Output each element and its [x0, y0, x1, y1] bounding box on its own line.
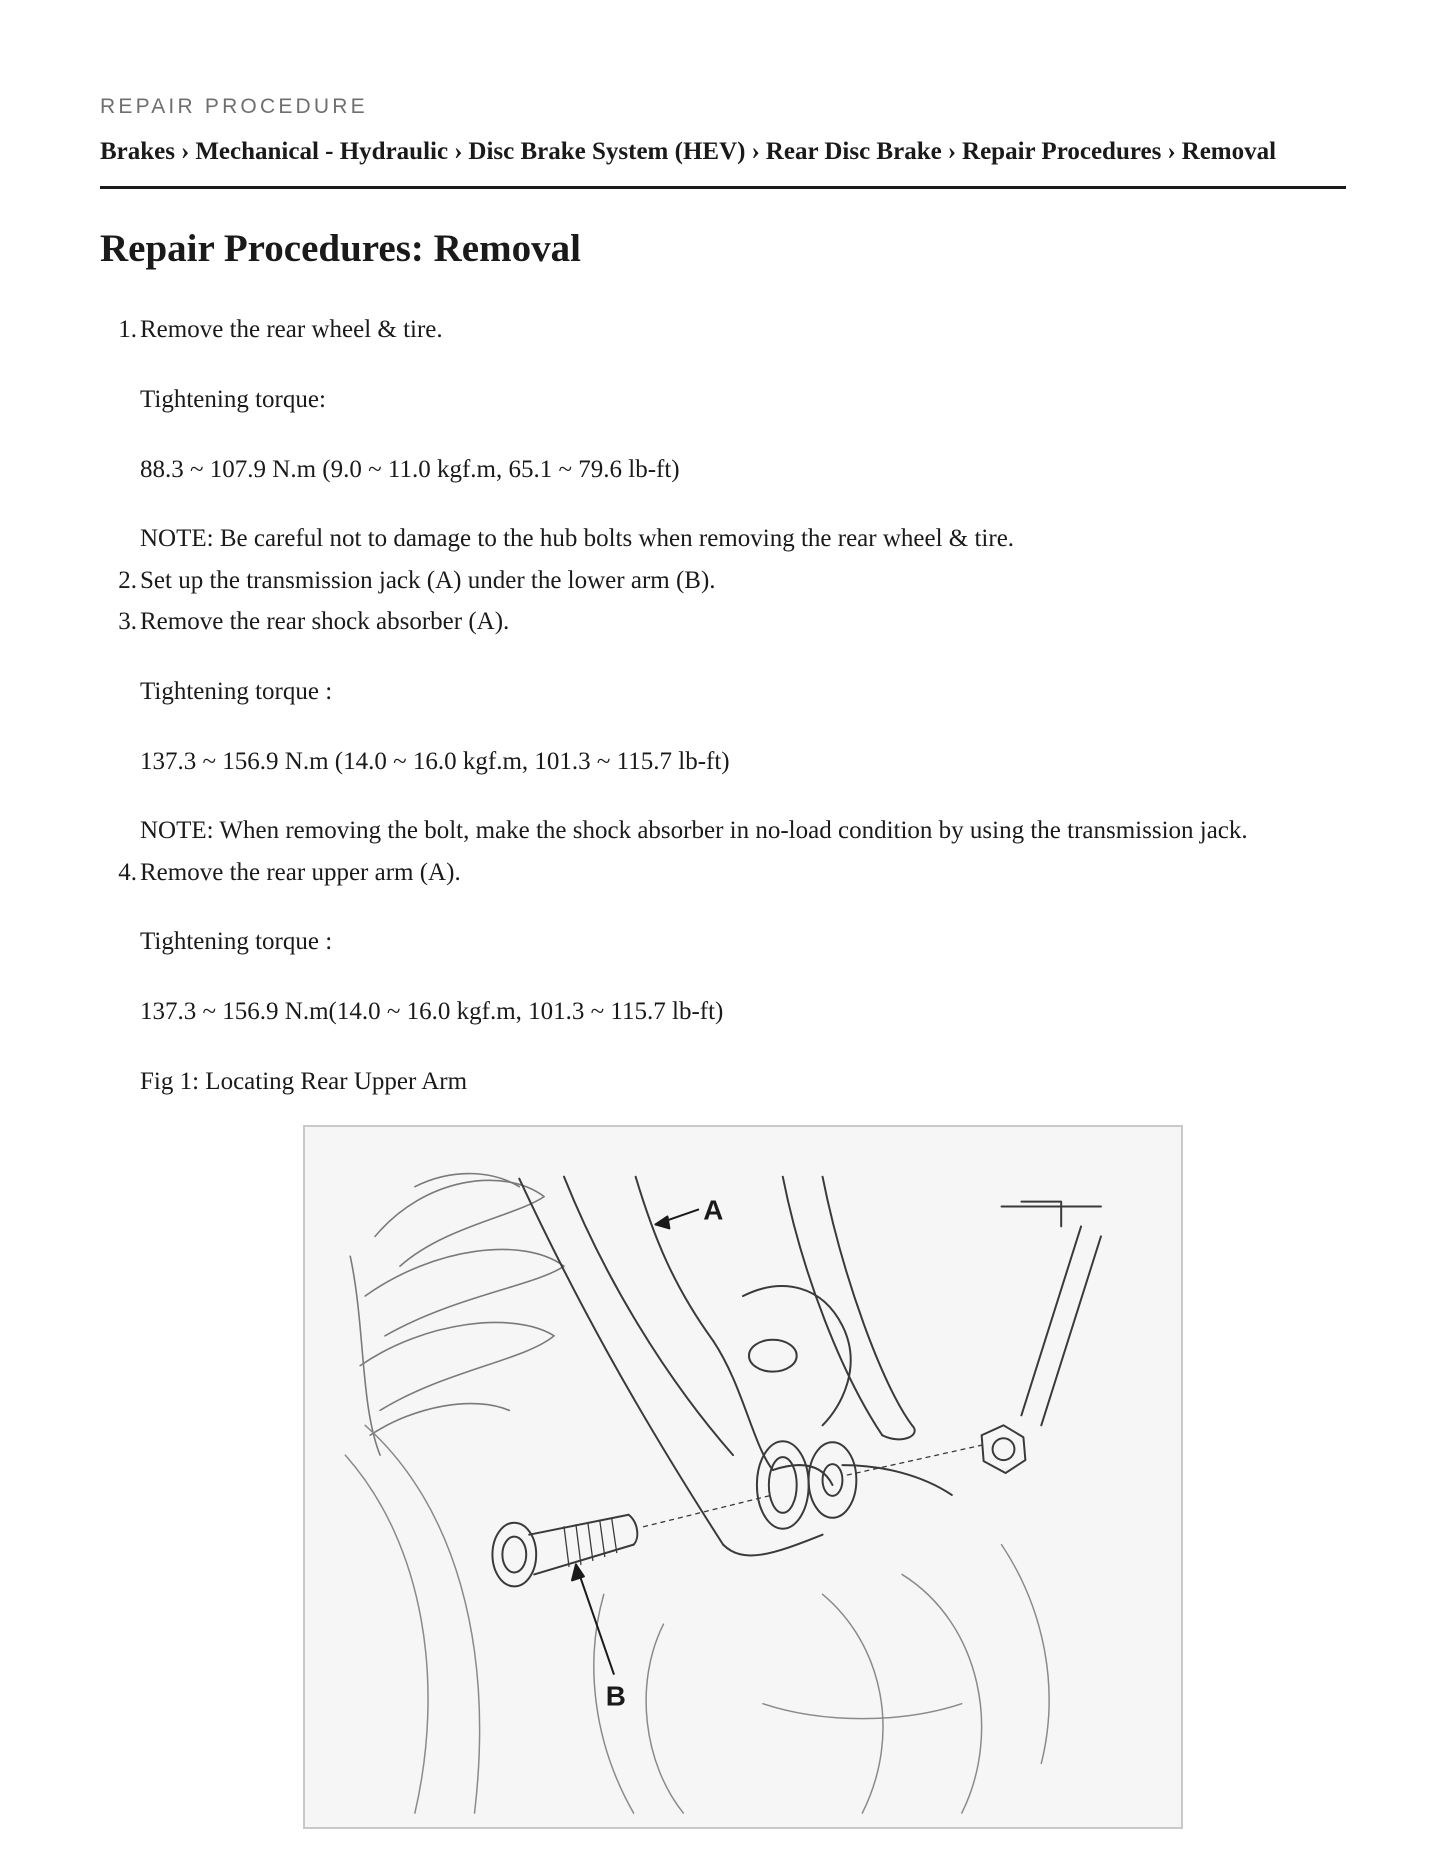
upper-arm-drawing [519, 1177, 914, 1556]
page-title: Repair Procedures: Removal [100, 227, 581, 270]
step-3-torque-label: Tightening torque : [140, 678, 333, 705]
breadcrumb-item-rear-disc-brake[interactable]: Rear Disc Brake [765, 138, 942, 165]
rear-upper-arm-illustration [305, 1127, 1181, 1827]
breadcrumb-separator: › [454, 138, 463, 165]
breadcrumb-separator: › [751, 138, 760, 165]
breadcrumb-separator: › [1167, 138, 1176, 165]
label-b-leader-line [576, 1565, 614, 1674]
label-a-arrowhead [656, 1216, 670, 1228]
step-text: Remove the rear wheel & tire. [140, 316, 443, 343]
breadcrumb-item-mechanical-hydraulic[interactable]: Mechanical - Hydraulic [195, 138, 449, 165]
label-b-arrowhead [572, 1565, 584, 1581]
step-text: Set up the transmission jack (A) under the lower arm (B). [140, 567, 716, 594]
breadcrumb-item-brakes[interactable]: Brakes [100, 138, 175, 165]
step-number: 1. [118, 316, 137, 343]
wheel-hub-drawing [345, 1425, 1049, 1813]
breadcrumb-separator: › [181, 138, 190, 165]
step-1-torque-label: Tightening torque: [140, 386, 326, 413]
step-1 [118, 315, 443, 345]
step-number: 4. [118, 859, 137, 886]
step-3 [118, 607, 510, 637]
breadcrumb [100, 138, 1276, 166]
step-text: Remove the rear upper arm (A). [140, 859, 461, 886]
bolt-drawing [492, 1445, 981, 1586]
section-kicker: REPAIR PROCEDURE [100, 95, 368, 118]
step-text: Remove the rear shock absorber (A). [140, 608, 510, 635]
bushing-drawing [743, 1286, 952, 1529]
breadcrumb-item-repair-procedures[interactable]: Repair Procedures [962, 138, 1162, 165]
step-4 [118, 858, 461, 888]
step-number: 2. [118, 567, 137, 594]
figure-label-b: B [605, 1680, 626, 1712]
rear-upper-arm-figure [303, 1125, 1183, 1829]
figure-caption: Fig 1: Locating Rear Upper Arm [140, 1068, 468, 1095]
nut-drawing [982, 1202, 1101, 1473]
figure-label-a: A [703, 1194, 724, 1226]
coil-spring-drawing [350, 1174, 564, 1456]
header-divider [100, 186, 1346, 189]
breadcrumb-item-removal[interactable]: Removal [1181, 138, 1277, 165]
step-3-torque-value: 137.3 ~ 156.9 N.m (14.0 ~ 16.0 kgf.m, 101.3 ~ 115.7 lb-ft) [140, 748, 730, 775]
breadcrumb-separator: › [947, 138, 957, 165]
breadcrumb-item-disc-brake-system[interactable]: Disc Brake System (HEV) [468, 138, 746, 165]
step-1-torque-value: 88.3 ~ 107.9 N.m (9.0 ~ 11.0 kgf.m, 65.1 ~ 79.6 lb-ft) [140, 456, 680, 483]
step-4-torque-value: 137.3 ~ 156.9 N.m(14.0 ~ 16.0 kgf.m, 101.3 ~ 115.7 lb-ft) [140, 998, 724, 1025]
step-4-torque-label: Tightening torque : [140, 928, 333, 955]
step-3-note: NOTE: When removing the bolt, make the shock absorber in no-load condition by using the transmission jack. [140, 817, 1248, 844]
step-2 [118, 566, 716, 596]
leader-lines [572, 1210, 698, 1674]
step-number: 3. [118, 608, 137, 635]
step-1-note: NOTE: Be careful not to damage to the hub bolts when removing the rear wheel & tire. [140, 525, 1015, 552]
